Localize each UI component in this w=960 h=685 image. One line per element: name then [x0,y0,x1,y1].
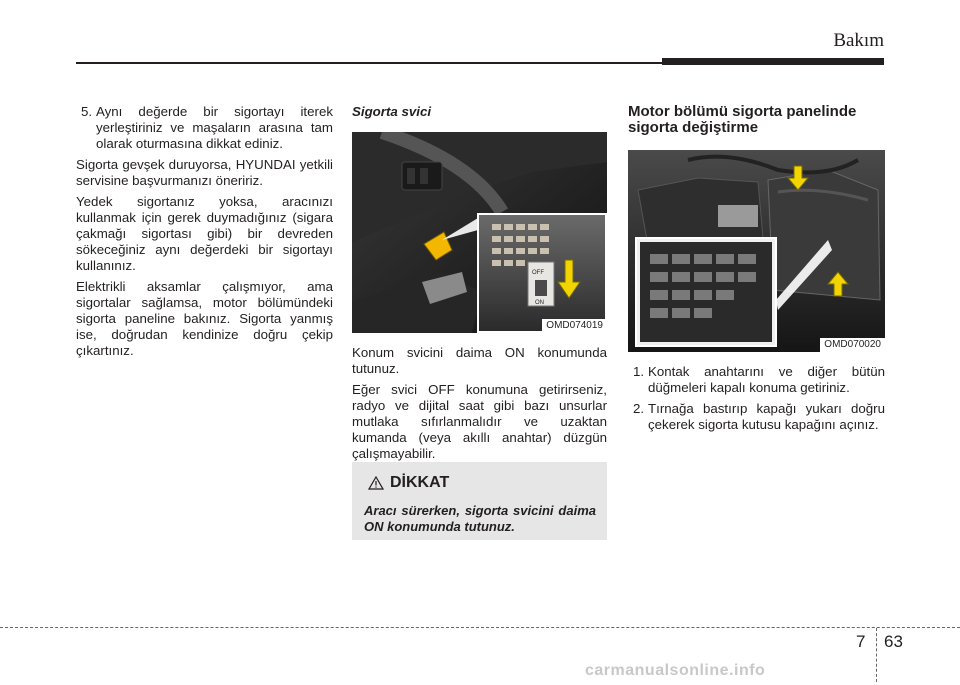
list-item [76,104,333,152]
fuse-switch-photo [352,132,607,333]
caution-box [352,462,607,540]
warning-triangle-icon [368,476,384,490]
header-rule [76,62,666,64]
page-number-separator [876,628,877,682]
list-item [628,401,885,433]
subheading: Sigorta svici [352,104,432,119]
section-heading: Motor bölümü sigorta panelinde sigorta değiştirme [628,103,857,136]
chapter-number: 7 [856,632,866,651]
list-item [628,364,885,396]
switch-off-label: OFF [532,270,544,276]
column-right [628,104,885,438]
list-text: Kontak anahtarını ve diğer bütün düğmeleri kapalı konuma getiriniz. [648,364,885,395]
engine-bay-illustration [628,150,885,352]
paragraph: Elektrikli aksamlar çalışmıyor, ama sigortalar sağlamsa, motor bölümündeki sigorta paneline bakınız. Sigorta yanmış ise, doğrudan kendinize doğru çekip çıkartınız. [76,279,333,358]
column-left [76,104,333,364]
photo-caption: OMD074019 [542,319,607,333]
header-rule-thick [662,58,884,65]
caution-title: DİKKAT [390,474,450,491]
caution-header [368,474,449,492]
caution-text: Aracı sürerken, sigorta svicini daima ON konumunda tutunuz. [364,503,596,534]
paragraph: Yedek sigortanız yoksa, aracınızı kullanmak için gerek duymadığınız (sigara çakmağı sigortası gibi) bir devreden sökeceğiniz aynı değerdeki bir sigortayı kullanınız. [76,194,333,273]
section-title: Bakım [833,30,884,51]
column-middle [352,104,607,467]
page-number-value: 63 [884,632,903,651]
watermark: carmanualsonline.info [585,662,766,679]
footer-rule [0,627,960,628]
list-number: 5. [81,104,93,119]
dashboard-illustration [352,132,607,333]
list-number: 2. [633,401,645,416]
engine-fuse-panel-photo [628,150,885,352]
list-text: Tırnağa bastırıp kapağı yukarı doğru çekerek sigorta kutusu kapağını açınız. [648,401,885,432]
list-text: Aynı değerde bir sigortayı iterek yerleştiriniz ve maşaların arasına tam olarak oturmasına dikkat ediniz. [96,104,333,151]
paragraph: Konum svicini daima ON konumunda tutunuz. [352,345,607,376]
list-number: 1. [633,364,645,379]
paragraph: Eğer svici OFF konumuna getirirseniz, radyo ve dijital saat gibi bazı unsurlar mutlaka sıfırlanmalıdır ve uzaktan kumanda (veya akıllı anahtar) düzgün çalışmayabilir. [352,382,607,461]
photo-caption: OMD070020 [820,338,885,352]
switch-on-label: ON [535,300,544,306]
paragraph: Sigorta gevşek duruyorsa, HYUNDAI yetkili servisine başvurmanızı öneririz. [76,157,333,188]
